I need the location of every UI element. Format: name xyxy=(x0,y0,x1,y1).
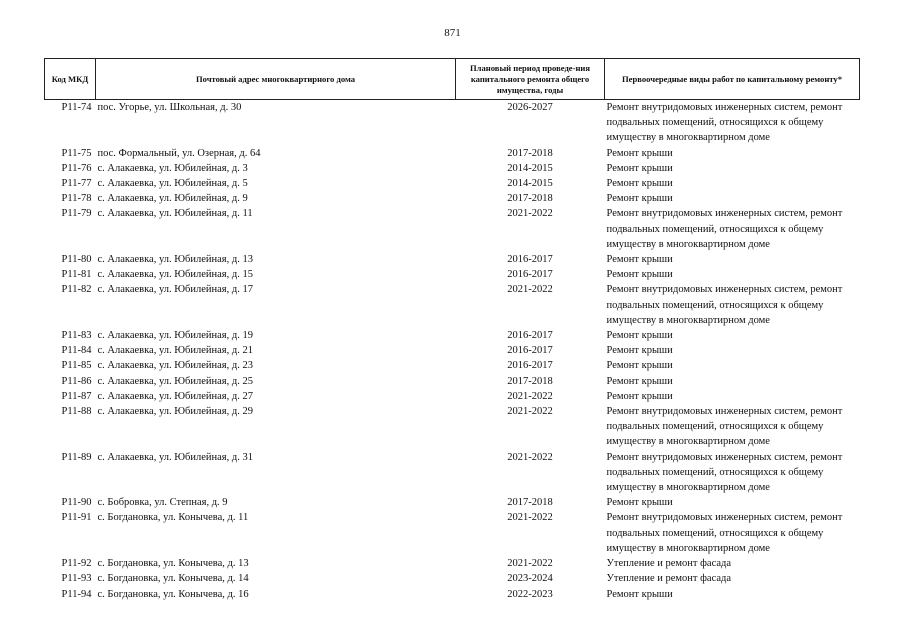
cell-period: 2021-2022 xyxy=(507,512,553,524)
cell-works: Ремонт крыши xyxy=(606,254,673,266)
cell-period: 2016-2017 xyxy=(507,345,553,357)
table-row xyxy=(45,161,860,176)
cell-address: с. Богдановка, ул. Конычева, д. 11 xyxy=(97,512,249,524)
cell-period: 2017-2018 xyxy=(507,147,553,159)
table-row xyxy=(45,146,860,161)
cell-works: Ремонт крыши xyxy=(606,360,673,372)
cell-period: 2026-2027 xyxy=(507,102,553,113)
cell-period: 2023-2024 xyxy=(507,573,553,585)
cell-code: Р11-87 xyxy=(61,390,92,402)
cell-address: с. Богдановка, ул. Конычева, д. 16 xyxy=(97,588,249,600)
repair-schedule-table xyxy=(44,58,860,602)
cell-period: 2016-2017 xyxy=(507,254,553,266)
cell-code: Р11-90 xyxy=(61,497,92,509)
cell-works: Ремонт крыши xyxy=(606,178,673,190)
table-row xyxy=(45,587,860,602)
table-row xyxy=(45,374,860,389)
cell-code: Р11-75 xyxy=(61,147,92,159)
cell-period: 2014-2015 xyxy=(507,162,553,174)
table-row xyxy=(45,282,860,328)
table-row xyxy=(45,404,860,450)
cell-works: Ремонт внутридомовых инженерных систем, ремонт подвальных помещений, относящихся к общему имуществу в многоквартирном доме xyxy=(606,102,843,144)
cell-works: Ремонт крыши xyxy=(606,330,673,342)
cell-address: с. Алакаевка, ул. Юбилейная, д. 3 xyxy=(97,162,248,174)
table-row xyxy=(45,206,860,252)
table-row xyxy=(45,100,860,146)
cell-period: 2022-2023 xyxy=(507,588,553,600)
cell-code: Р11-89 xyxy=(61,451,92,463)
cell-works: Ремонт внутридомовых инженерных систем, ремонт подвальных помещений, относящихся к общему имуществу в многоквартирном доме xyxy=(606,406,843,448)
cell-works: Ремонт внутридомовых инженерных систем, ремонт подвальных помещений, относящихся к общему имуществу в многоквартирном доме xyxy=(606,512,843,554)
cell-works: Утепление и ремонт фасада xyxy=(606,573,732,585)
table-body xyxy=(45,100,860,602)
header-address: Почтовый адрес многоквартирного дома xyxy=(96,59,456,100)
table-header xyxy=(45,59,860,100)
cell-address: с. Алакаевка, ул. Юбилейная, д. 13 xyxy=(97,254,253,266)
cell-works: Ремонт крыши xyxy=(606,269,673,281)
cell-code: Р11-86 xyxy=(61,375,92,387)
table-row xyxy=(45,267,860,282)
cell-works: Ремонт крыши xyxy=(606,375,673,387)
table-row xyxy=(45,328,860,343)
cell-code: Р11-84 xyxy=(61,345,92,357)
cell-works: Ремонт крыши xyxy=(606,147,673,159)
cell-code: Р11-83 xyxy=(61,330,92,342)
cell-works: Ремонт крыши xyxy=(606,193,673,205)
cell-address: с. Бобровка, ул. Степная, д. 9 xyxy=(97,497,228,509)
cell-code: Р11-94 xyxy=(61,588,92,600)
cell-address: с. Алакаевка, ул. Юбилейная, д. 25 xyxy=(97,375,253,387)
cell-address: пос. Угорье, ул. Школьная, д. 30 xyxy=(97,102,242,113)
cell-period: 2016-2017 xyxy=(507,269,553,281)
cell-code: Р11-80 xyxy=(61,254,92,266)
header-code: Код МКД xyxy=(45,59,96,100)
cell-period: 2016-2017 xyxy=(507,360,553,372)
table-row xyxy=(45,510,860,556)
cell-period: 2017-2018 xyxy=(507,497,553,509)
cell-address: с. Алакаевка, ул. Юбилейная, д. 17 xyxy=(97,284,253,296)
cell-period: 2021-2022 xyxy=(507,451,553,463)
table-row xyxy=(45,495,860,510)
cell-period: 2021-2022 xyxy=(507,284,553,296)
cell-address: с. Алакаевка, ул. Юбилейная, д. 29 xyxy=(97,406,253,418)
cell-code: Р11-77 xyxy=(61,178,92,190)
header-works: Первоочередные виды работ по капитальному ремонту* xyxy=(605,59,860,100)
cell-code: Р11-74 xyxy=(61,102,92,113)
cell-code: Р11-88 xyxy=(61,406,92,418)
cell-code: Р11-92 xyxy=(61,558,92,570)
cell-period: 2017-2018 xyxy=(507,193,553,205)
cell-address: с. Алакаевка, ул. Юбилейная, д. 19 xyxy=(97,330,253,342)
cell-address: с. Богдановка, ул. Конычева, д. 14 xyxy=(97,573,249,585)
cell-period: 2021-2022 xyxy=(507,208,553,220)
table-row xyxy=(45,571,860,586)
cell-period: 2021-2022 xyxy=(507,390,553,402)
cell-works: Ремонт крыши xyxy=(606,497,673,509)
cell-works: Ремонт внутридомовых инженерных систем, ремонт подвальных помещений, относящихся к общему имуществу в многоквартирном доме xyxy=(606,451,843,494)
page-number: 871 xyxy=(444,27,461,39)
cell-address: с. Богдановка, ул. Конычева, д. 13 xyxy=(97,558,249,570)
cell-code: Р11-91 xyxy=(61,512,92,524)
cell-code: Р11-76 xyxy=(61,162,92,174)
cell-address: с. Алакаевка, ул. Юбилейная, д. 27 xyxy=(97,390,253,402)
cell-address: пос. Формальный, ул. Озерная, д. 64 xyxy=(97,147,261,159)
table-row xyxy=(45,176,860,191)
cell-address: с. Алакаевка, ул. Юбилейная, д. 9 xyxy=(97,193,248,205)
cell-period: 2021-2022 xyxy=(507,558,553,570)
cell-address: с. Алакаевка, ул. Юбилейная, д. 23 xyxy=(97,360,253,372)
cell-works: Утепление и ремонт фасада xyxy=(606,558,732,570)
cell-code: Р11-78 xyxy=(61,193,92,205)
table-row xyxy=(45,389,860,404)
cell-address: с. Алакаевка, ул. Юбилейная, д. 31 xyxy=(97,451,253,463)
cell-code: Р11-85 xyxy=(61,360,92,372)
table-row xyxy=(45,343,860,358)
cell-period: 2021-2022 xyxy=(507,406,553,418)
cell-works: Ремонт внутридомовых инженерных систем, ремонт подвальных помещений, относящихся к общему имуществу в многоквартирном доме xyxy=(606,284,843,326)
cell-works: Ремонт крыши xyxy=(606,390,673,402)
cell-works: Ремонт крыши xyxy=(606,588,673,600)
cell-code: Р11-82 xyxy=(61,284,92,296)
header-period: Плановый период проведе-ния капитального ремонта общего имущества, годы xyxy=(456,59,605,100)
cell-address: с. Алакаевка, ул. Юбилейная, д. 5 xyxy=(97,178,248,190)
cell-works: Ремонт крыши xyxy=(606,162,673,174)
table-row xyxy=(45,358,860,373)
cell-address: с. Алакаевка, ул. Юбилейная, д. 15 xyxy=(97,269,253,281)
table-row xyxy=(45,556,860,571)
cell-code: Р11-81 xyxy=(61,269,92,281)
cell-works: Ремонт внутридомовых инженерных систем, ремонт подвальных помещений, относящихся к общему имуществу в многоквартирном доме xyxy=(606,208,843,250)
cell-period: 2016-2017 xyxy=(507,330,553,342)
cell-address: с. Алакаевка, ул. Юбилейная, д. 11 xyxy=(97,208,253,220)
cell-period: 2017-2018 xyxy=(507,375,553,387)
table-row xyxy=(45,252,860,267)
cell-address: с. Алакаевка, ул. Юбилейная, д. 21 xyxy=(97,345,253,357)
cell-period: 2014-2015 xyxy=(507,178,553,190)
cell-works: Ремонт крыши xyxy=(606,345,673,357)
cell-code: Р11-93 xyxy=(61,573,92,585)
cell-code: Р11-79 xyxy=(61,208,92,220)
table-row xyxy=(45,450,860,496)
table-row xyxy=(45,191,860,206)
